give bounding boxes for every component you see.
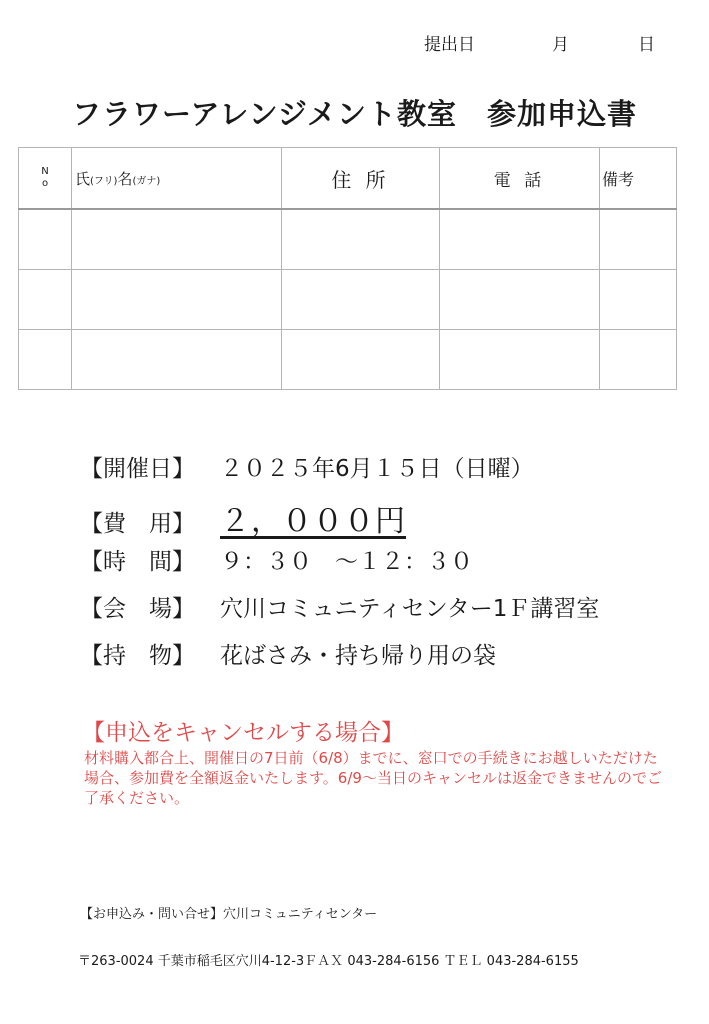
- header-phone: 電 話: [440, 148, 600, 210]
- application-table: [18, 147, 677, 390]
- header-no-part2: o: [41, 178, 49, 189]
- items-line: [80, 637, 496, 670]
- venue-label: 【会 場】: [80, 596, 195, 622]
- address-line: 〒263-0024 千葉市稲毛区穴川4-12-3ＦＡＸ 043-284-6156 ＴＥＬ 043-284-6155: [78, 954, 579, 969]
- venue-line: [80, 590, 599, 623]
- cancel-notice-title: 【申込をキャンセルする場合】: [82, 720, 404, 746]
- fee-label: 【費 用】: [80, 511, 195, 537]
- header-address: 住 所: [282, 148, 440, 210]
- cell-phone[interactable]: [440, 330, 600, 390]
- submission-date-label: 提出日: [424, 35, 475, 55]
- cancel-notice-body: 材料購入都合上、開催日の7日前（6/8）までに、窓口での手続きにお越しいただけた場合、参加費を全額返金いたします。6/9～当日のキャンセルは返金できませんのでご了承ください。: [84, 749, 662, 807]
- event-date-line: [80, 450, 534, 483]
- table-row: [19, 209, 677, 270]
- document-title: フラワーアレンジメント教室 参加申込書: [71, 97, 638, 131]
- time-line: [80, 543, 473, 576]
- cell-note[interactable]: [600, 330, 677, 390]
- items-value: 花ばさみ・持ち帰り用の袋: [220, 643, 496, 669]
- event-date-label: 【開催日】: [80, 456, 195, 482]
- cell-address[interactable]: [282, 330, 440, 390]
- header-no: [19, 148, 72, 210]
- contact-line: 【お申込み・問い合せ】穴川コミュニティセンター: [80, 907, 378, 922]
- header-name-reading2: (ガナ): [132, 175, 161, 187]
- header-name-given: 名: [117, 169, 133, 188]
- day-label: 日: [638, 35, 655, 55]
- time-label: 【時 間】: [80, 549, 195, 575]
- items-label: 【持 物】: [80, 643, 195, 669]
- table-row: [19, 270, 677, 330]
- cell-phone[interactable]: [440, 209, 600, 270]
- month-label: 月: [552, 35, 569, 55]
- header-name-reading1: (フリ): [90, 175, 118, 187]
- cell-name[interactable]: [72, 270, 282, 330]
- cell-address[interactable]: [282, 209, 440, 270]
- event-date-value: ２０２５年6月１５日（日曜）: [220, 456, 534, 482]
- table-row: [19, 330, 677, 390]
- cell-no[interactable]: [19, 270, 72, 330]
- fee-value: ２，０００円: [220, 504, 406, 539]
- cell-note[interactable]: [600, 209, 677, 270]
- header-name-surname: 氏: [75, 169, 91, 188]
- cell-name[interactable]: [72, 209, 282, 270]
- time-value: ９：３０ ～１２：３０: [220, 549, 473, 575]
- header-no-part1: N: [41, 166, 49, 177]
- cell-name[interactable]: [72, 330, 282, 390]
- fee-line: [80, 496, 406, 540]
- header-note: 備考: [600, 148, 677, 210]
- cell-note[interactable]: [600, 270, 677, 330]
- cell-phone[interactable]: [440, 270, 600, 330]
- header-name: [72, 148, 282, 210]
- cell-no[interactable]: [19, 330, 72, 390]
- table-header-row: [19, 148, 677, 210]
- venue-value: 穴川コミュニティセンター1Ｆ講習室: [220, 596, 600, 622]
- cell-no[interactable]: [19, 209, 72, 270]
- cell-address[interactable]: [282, 270, 440, 330]
